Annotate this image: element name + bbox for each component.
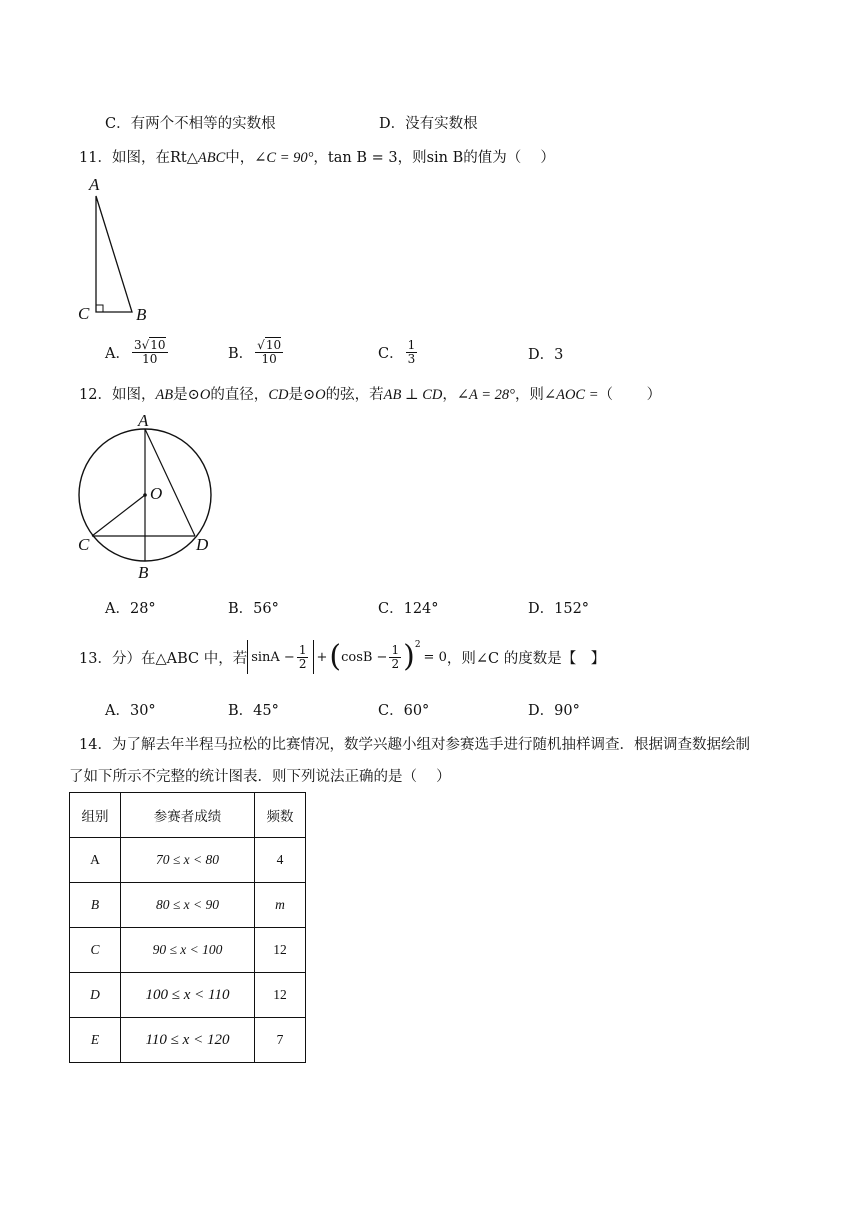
table-cell-count: m (255, 883, 306, 928)
q10-option-d: D．没有实数根 (379, 116, 478, 132)
table-header: 频数 (255, 793, 306, 838)
table-header: 组别 (70, 793, 121, 838)
q14-stem-line2: 了如下所示不完整的统计图表．则下列说法正确的是（ ） (69, 769, 451, 785)
q11-stem: 11．如图，在Rt△ABC中，∠C = 90°，tan B = 3，则sin B的值为（ ） (79, 150, 555, 166)
table-cell-score: 90 ≤ x < 100 (121, 928, 255, 973)
table-header: 参赛者成绩 (121, 793, 255, 838)
q13-option-d: D．90° (528, 703, 580, 719)
table-cell-count: 4 (255, 838, 306, 883)
q12-label-d: D (196, 535, 209, 554)
q11-option-a: A． $\frac{3√10}{10}$ (105, 337, 166, 366)
table-row (70, 973, 306, 1018)
table-cell-score: 110 ≤ x < 120 (121, 1018, 255, 1063)
q12-label-o: O (150, 484, 163, 503)
q10-option-c: C．有两个不相等的实数根 (105, 116, 276, 132)
q12-option-c: C．124° (378, 601, 439, 617)
q11-label-a: A (89, 175, 100, 194)
table-row (70, 928, 306, 973)
q12-label-c: C (78, 535, 90, 554)
q13-formula: sinA − $\frac{1}{2}$ + ( cosB − $\frac{1}{2}$ ) $^2$ = 0 (247, 640, 447, 674)
q11-label-c: C (78, 304, 90, 323)
table-cell-count: 12 (255, 973, 306, 1018)
q11-option-b: B． $\frac{√10}{10}$ (228, 337, 282, 366)
table-row (70, 838, 306, 883)
table-cell-group: B (70, 883, 121, 928)
table-cell-score: 80 ≤ x < 90 (121, 883, 255, 928)
q12-option-a: A．28° (105, 601, 156, 617)
table-cell-count: 7 (255, 1018, 306, 1063)
table-row (70, 883, 306, 928)
q11-angle-c: ∠C = 90° (254, 150, 314, 166)
q12-label-a: A (138, 411, 149, 430)
q12-option-b: B．56° (228, 601, 279, 617)
table-header-row (70, 793, 306, 838)
q12-label-b: B (138, 563, 149, 582)
q14-stem-line1: 14．为了解去年半程马拉松的比赛情况，数学兴趣小组对参赛选手进行随机抽样调查．根据调查数据绘制 (79, 737, 750, 753)
q11-sin-b: sin B (426, 150, 464, 166)
q12-circle-figure (70, 410, 230, 582)
q11-option-d: D．3 (528, 347, 564, 363)
q13-option-c: C．60° (378, 703, 430, 719)
table-cell-score: 100 ≤ x < 110 (121, 973, 255, 1018)
q13-option-b: B．45° (228, 703, 279, 719)
q13-option-a: A．30° (105, 703, 156, 719)
q11-tan-b: tan B = 3 (327, 150, 398, 166)
table-cell-score: 70 ≤ x < 80 (121, 838, 255, 883)
table-cell-count: 12 (255, 928, 306, 973)
rt-symbol: Rt△ (169, 150, 198, 166)
q12-option-d: D．152° (528, 601, 590, 617)
q12-stem: 12．如图，AB是⊙O的直径，CD是⊙O的弦，若AB ⊥ CD，∠A = 28°，则∠AOC =（ ） (79, 387, 662, 403)
q11-option-c: C． $\frac{1}{3}$ (378, 337, 416, 366)
q11-triangle-figure (74, 172, 164, 324)
frequency-table (69, 792, 306, 1063)
table-cell-group: C (70, 928, 121, 973)
table-cell-group: A (70, 838, 121, 883)
table-cell-group: E (70, 1018, 121, 1063)
table-row (70, 1018, 306, 1063)
q11-label-b: B (136, 305, 147, 324)
q13-stem: 13．分）在△ABC 中，若 sinA − $\frac{1}{2}$ + ( cosB − $\frac{1}{2}$ ) $^2$ = 0 ，则∠C 的度数是【 】 (79, 639, 606, 674)
table-cell-group: D (70, 973, 121, 1018)
